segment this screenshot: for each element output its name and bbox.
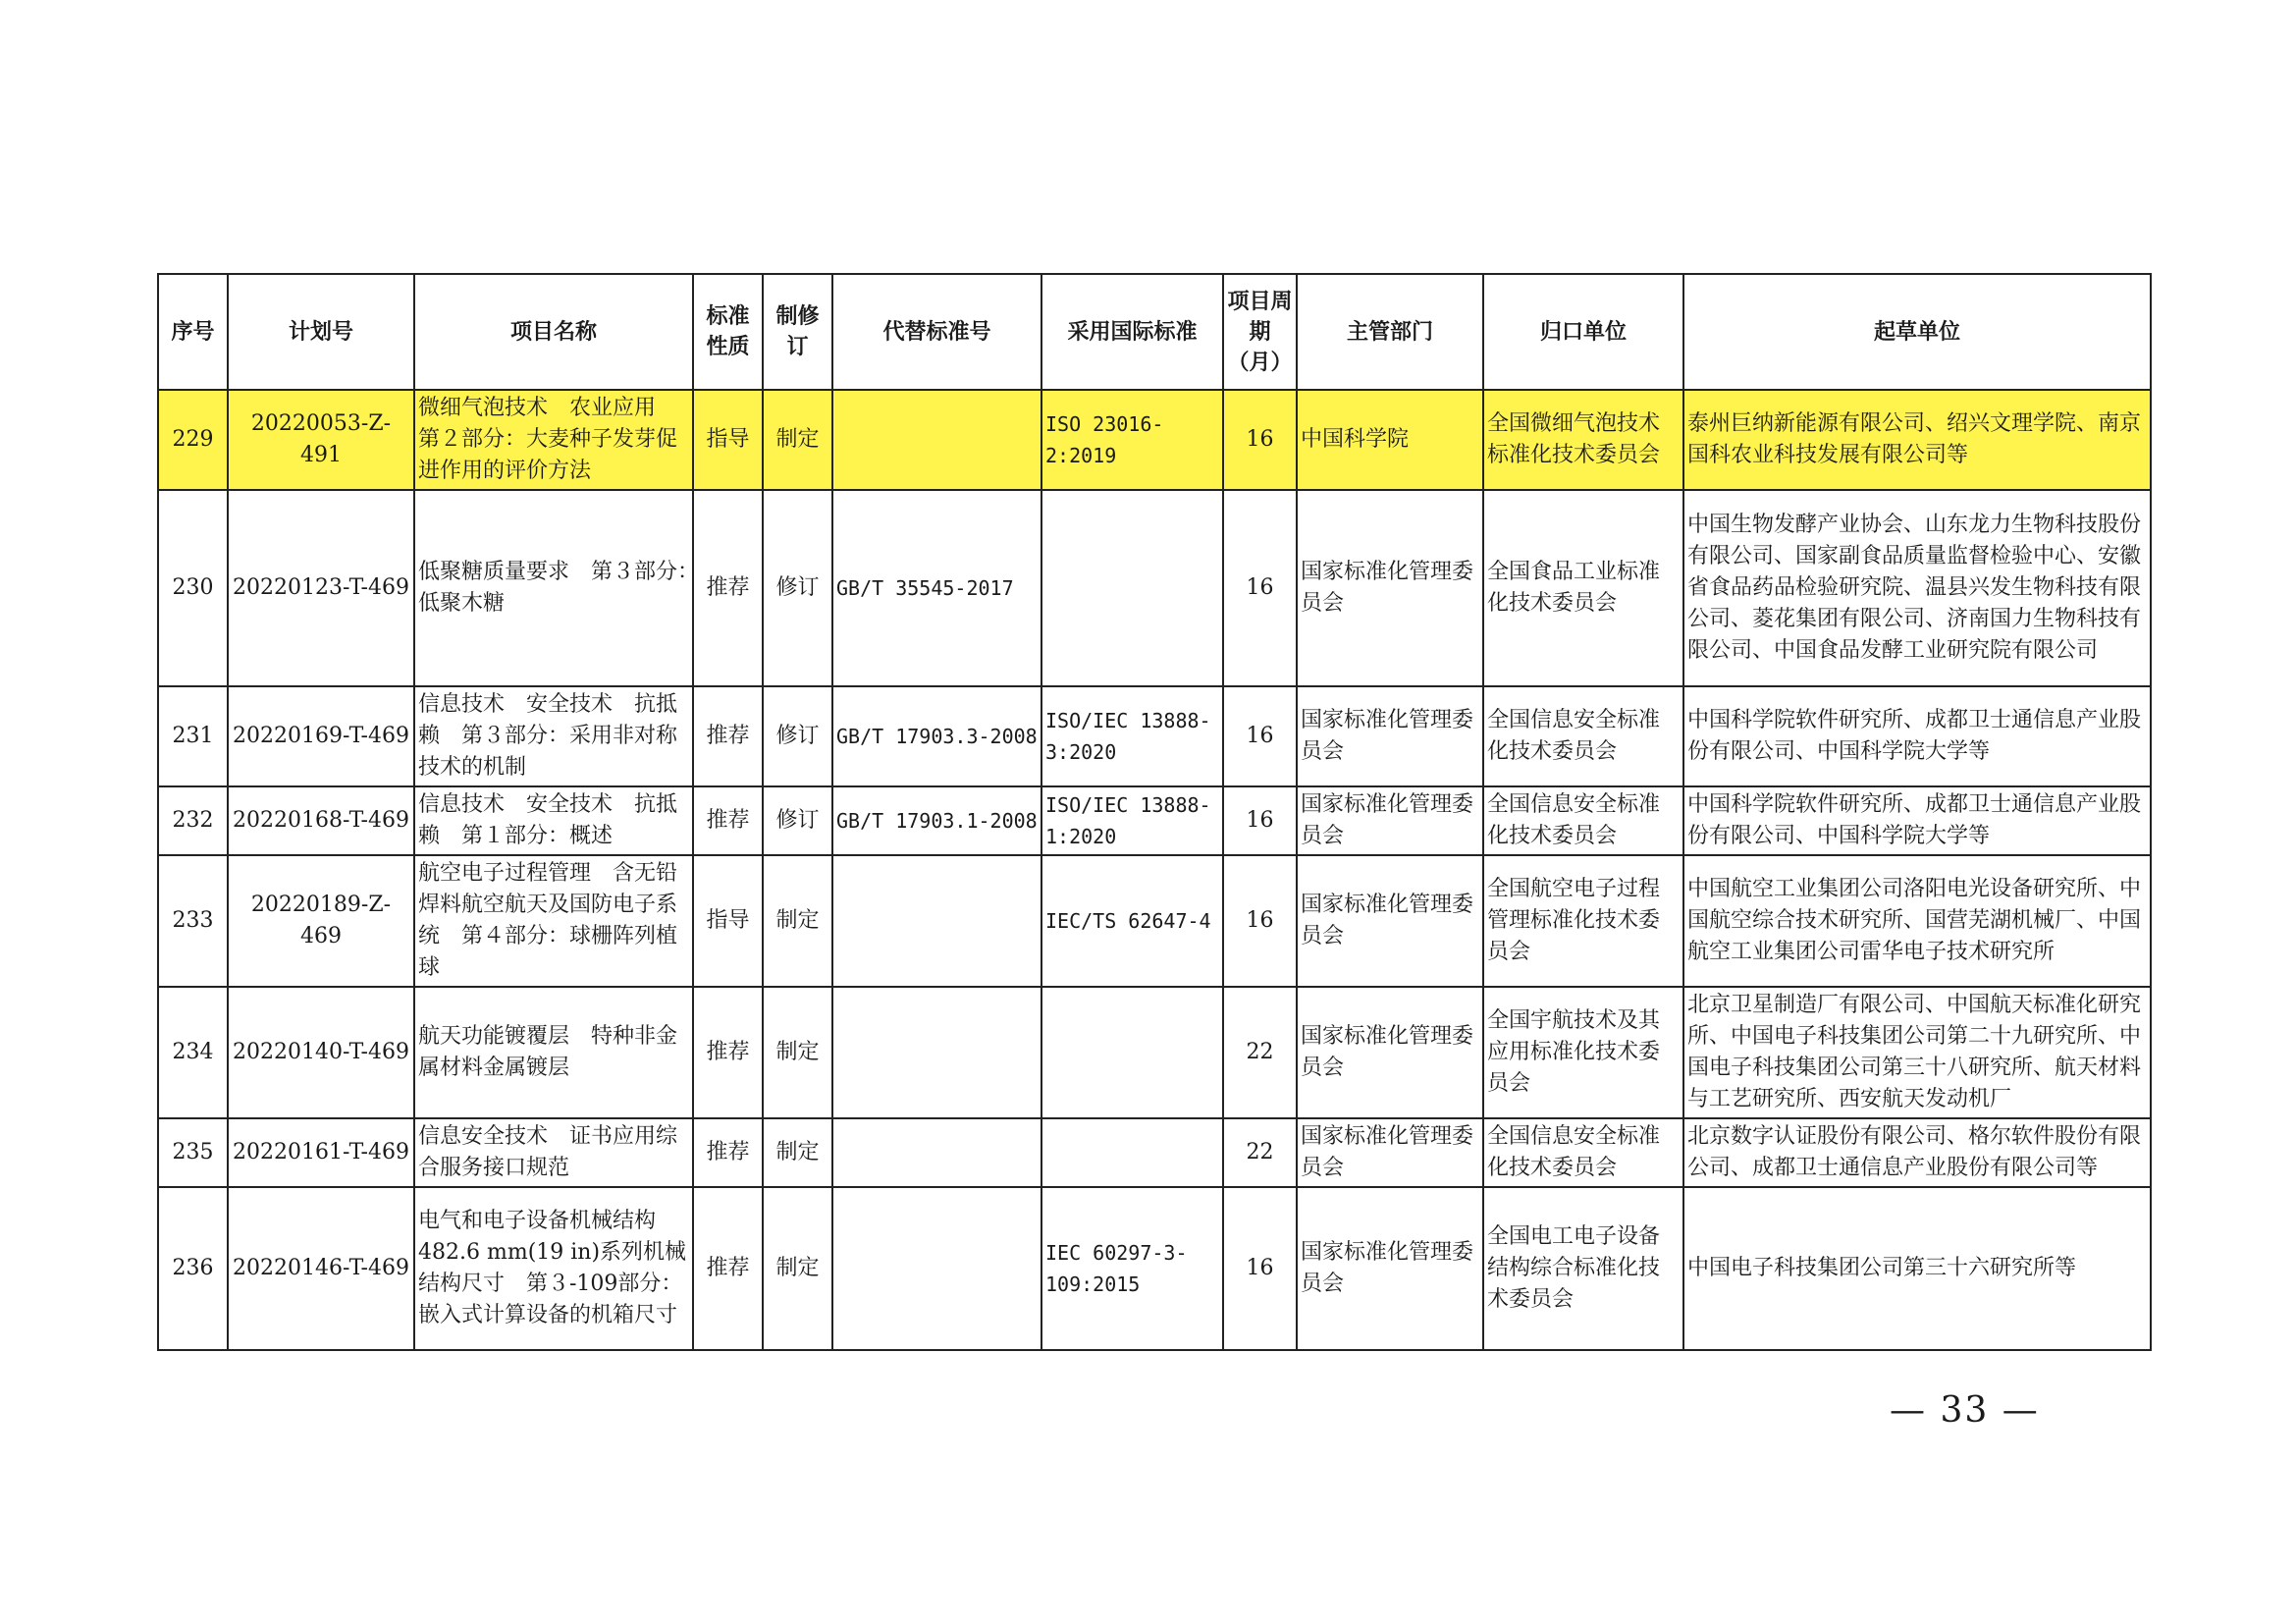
cell-nature: 指导 (693, 390, 763, 490)
cell-replace (832, 390, 1041, 490)
table-row (158, 987, 2151, 1118)
cell-intl: ISO 23016-2:2019 (1041, 390, 1223, 490)
table-row (158, 1187, 2151, 1350)
cell-plan: 20220169-T-469 (228, 686, 414, 786)
cell-revise: 修订 (763, 786, 832, 855)
header-row (158, 274, 2151, 390)
cell-replace (832, 855, 1041, 987)
cell-drafter: 中国科学院软件研究所、成都卫士通信息产业股份有限公司、中国科学院大学等 (1683, 686, 2151, 786)
cell-plan: 20220161-T-469 (228, 1118, 414, 1187)
cell-unit: 全国食品工业标准化技术委员会 (1483, 490, 1683, 686)
cell-seq: 231 (158, 686, 228, 786)
cell-cycle: 16 (1223, 1187, 1297, 1350)
cell-intl: ISO/IEC 13888-3:2020 (1041, 686, 1223, 786)
cell-dept: 国家标准化管理委员会 (1297, 855, 1483, 987)
cell-cycle: 22 (1223, 1118, 1297, 1187)
cell-nature: 指导 (693, 855, 763, 987)
cell-seq: 232 (158, 786, 228, 855)
cell-replace: GB/T 17903.3-2008 (832, 686, 1041, 786)
page-number: — 33 — (1890, 1390, 2040, 1431)
col-header-international-standard: 采用国际标准 (1041, 274, 1223, 390)
cell-plan: 20220146-T-469 (228, 1187, 414, 1350)
cell-cycle: 16 (1223, 786, 1297, 855)
cell-intl: IEC 60297-3-109:2015 (1041, 1187, 1223, 1350)
cell-dept: 国家标准化管理委员会 (1297, 686, 1483, 786)
cell-intl (1041, 490, 1223, 686)
cell-revise: 制定 (763, 987, 832, 1118)
cell-unit: 全国宇航技术及其应用标准化技术委员会 (1483, 987, 1683, 1118)
col-header-revise: 制修订 (763, 274, 832, 390)
col-header-drafting-unit: 起草单位 (1683, 274, 2151, 390)
cell-unit: 全国信息安全标准化技术委员会 (1483, 686, 1683, 786)
cell-cycle: 16 (1223, 855, 1297, 987)
cell-intl: IEC/TS 62647-4 (1041, 855, 1223, 987)
cell-replace: GB/T 35545-2017 (832, 490, 1041, 686)
cell-unit: 全国信息安全标准化技术委员会 (1483, 1118, 1683, 1187)
cell-replace (832, 1118, 1041, 1187)
col-header-replaced-standard: 代替标准号 (832, 274, 1041, 390)
cell-dept: 国家标准化管理委员会 (1297, 987, 1483, 1118)
cell-dept: 中国科学院 (1297, 390, 1483, 490)
cell-revise: 制定 (763, 1118, 832, 1187)
cell-drafter: 泰州巨纳新能源有限公司、绍兴文理学院、南京国科农业科技发展有限公司等 (1683, 390, 2151, 490)
cell-plan: 20220140-T-469 (228, 987, 414, 1118)
cell-cycle: 22 (1223, 987, 1297, 1118)
standards-plan-table (157, 273, 2152, 1351)
cell-revise: 制定 (763, 1187, 832, 1350)
cell-revise: 制定 (763, 855, 832, 987)
table-row (158, 390, 2151, 490)
cell-drafter: 中国生物发酵产业协会、山东龙力生物科技股份有限公司、国家副食品质量监督检验中心、安徽省食品药品检验研究院、温县兴发生物科技有限公司、菱花集团有限公司、济南国力生物科技有限公司、中国食品发酵工业研究院有限公司 (1683, 490, 2151, 686)
cell-cycle: 16 (1223, 490, 1297, 686)
cell-intl (1041, 1118, 1223, 1187)
cell-unit: 全国微细气泡技术标准化技术委员会 (1483, 390, 1683, 490)
cell-cycle: 16 (1223, 390, 1297, 490)
cell-name: 信息技术 安全技术 抗抵赖 第１部分：概述 (414, 786, 693, 855)
cell-drafter: 北京卫星制造厂有限公司、中国航天标准化研究所、中国电子科技集团公司第二十九研究所、中国电子科技集团公司第三十八研究所、航天材料与工艺研究所、西安航天发动机厂 (1683, 987, 2151, 1118)
cell-name: 信息技术 安全技术 抗抵赖 第３部分：采用非对称技术的机制 (414, 686, 693, 786)
cell-drafter: 中国电子科技集团公司第三十六研究所等 (1683, 1187, 2151, 1350)
table-row (158, 1118, 2151, 1187)
cell-name: 航空电子过程管理 含无铅焊料航空航天及国防电子系统 第４部分：球栅阵列植球 (414, 855, 693, 987)
cell-dept: 国家标准化管理委员会 (1297, 786, 1483, 855)
col-header-responsible-unit: 归口单位 (1483, 274, 1683, 390)
table-row (158, 786, 2151, 855)
cell-seq: 233 (158, 855, 228, 987)
cell-revise: 修订 (763, 490, 832, 686)
cell-seq: 236 (158, 1187, 228, 1350)
table-row (158, 490, 2151, 686)
cell-drafter: 中国航空工业集团公司洛阳电光设备研究所、中国航空综合技术研究所、国营芜湖机械厂、中国航空工业集团公司雷华电子技术研究所 (1683, 855, 2151, 987)
table-row (158, 686, 2151, 786)
cell-nature: 推荐 (693, 1118, 763, 1187)
table-row (158, 855, 2151, 987)
cell-plan: 20220123-T-469 (228, 490, 414, 686)
cell-seq: 234 (158, 987, 228, 1118)
cell-intl: ISO/IEC 13888-1:2020 (1041, 786, 1223, 855)
cell-plan: 20220189-Z-469 (228, 855, 414, 987)
cell-name: 低聚糖质量要求 第３部分： 低聚木糖 (414, 490, 693, 686)
cell-dept: 国家标准化管理委员会 (1297, 1118, 1483, 1187)
cell-replace (832, 987, 1041, 1118)
cell-nature: 推荐 (693, 786, 763, 855)
col-header-project-name: 项目名称 (414, 274, 693, 390)
cell-nature: 推荐 (693, 686, 763, 786)
cell-name: 信息安全技术 证书应用综合服务接口规范 (414, 1118, 693, 1187)
col-header-nature: 标准性质 (693, 274, 763, 390)
cell-unit: 全国航空电子过程管理标准化技术委员会 (1483, 855, 1683, 987)
cell-cycle: 16 (1223, 686, 1297, 786)
cell-revise: 制定 (763, 390, 832, 490)
cell-dept: 国家标准化管理委员会 (1297, 1187, 1483, 1350)
cell-replace (832, 1187, 1041, 1350)
cell-name: 电气和电子设备机械结构 482.6 mm(19 in)系列机械结构尺寸 第３-109部分：嵌入式计算设备的机箱尺寸 (414, 1187, 693, 1350)
cell-plan: 20220168-T-469 (228, 786, 414, 855)
col-header-seq: 序号 (158, 274, 228, 390)
cell-drafter: 北京数字认证股份有限公司、格尔软件股份有限公司、成都卫士通信息产业股份有限公司等 (1683, 1118, 2151, 1187)
cell-name: 航天功能镀覆层 特种非金属材料金属镀层 (414, 987, 693, 1118)
col-header-cycle: 项目周期（月） (1223, 274, 1297, 390)
cell-seq: 235 (158, 1118, 228, 1187)
cell-nature: 推荐 (693, 490, 763, 686)
cell-unit: 全国电工电子设备结构综合标准化技术委员会 (1483, 1187, 1683, 1350)
cell-dept: 国家标准化管理委员会 (1297, 490, 1483, 686)
cell-replace: GB/T 17903.1-2008 (832, 786, 1041, 855)
col-header-department: 主管部门 (1297, 274, 1483, 390)
cell-unit: 全国信息安全标准化技术委员会 (1483, 786, 1683, 855)
cell-plan: 20220053-Z-491 (228, 390, 414, 490)
cell-drafter: 中国科学院软件研究所、成都卫士通信息产业股份有限公司、中国科学院大学等 (1683, 786, 2151, 855)
cell-nature: 推荐 (693, 987, 763, 1118)
cell-intl (1041, 987, 1223, 1118)
cell-name: 微细气泡技术 农业应用 第２部分：大麦种子发芽促进作用的评价方法 (414, 390, 693, 490)
cell-revise: 修订 (763, 686, 832, 786)
cell-seq: 229 (158, 390, 228, 490)
col-header-plan-number: 计划号 (228, 274, 414, 390)
cell-seq: 230 (158, 490, 228, 686)
cell-nature: 推荐 (693, 1187, 763, 1350)
